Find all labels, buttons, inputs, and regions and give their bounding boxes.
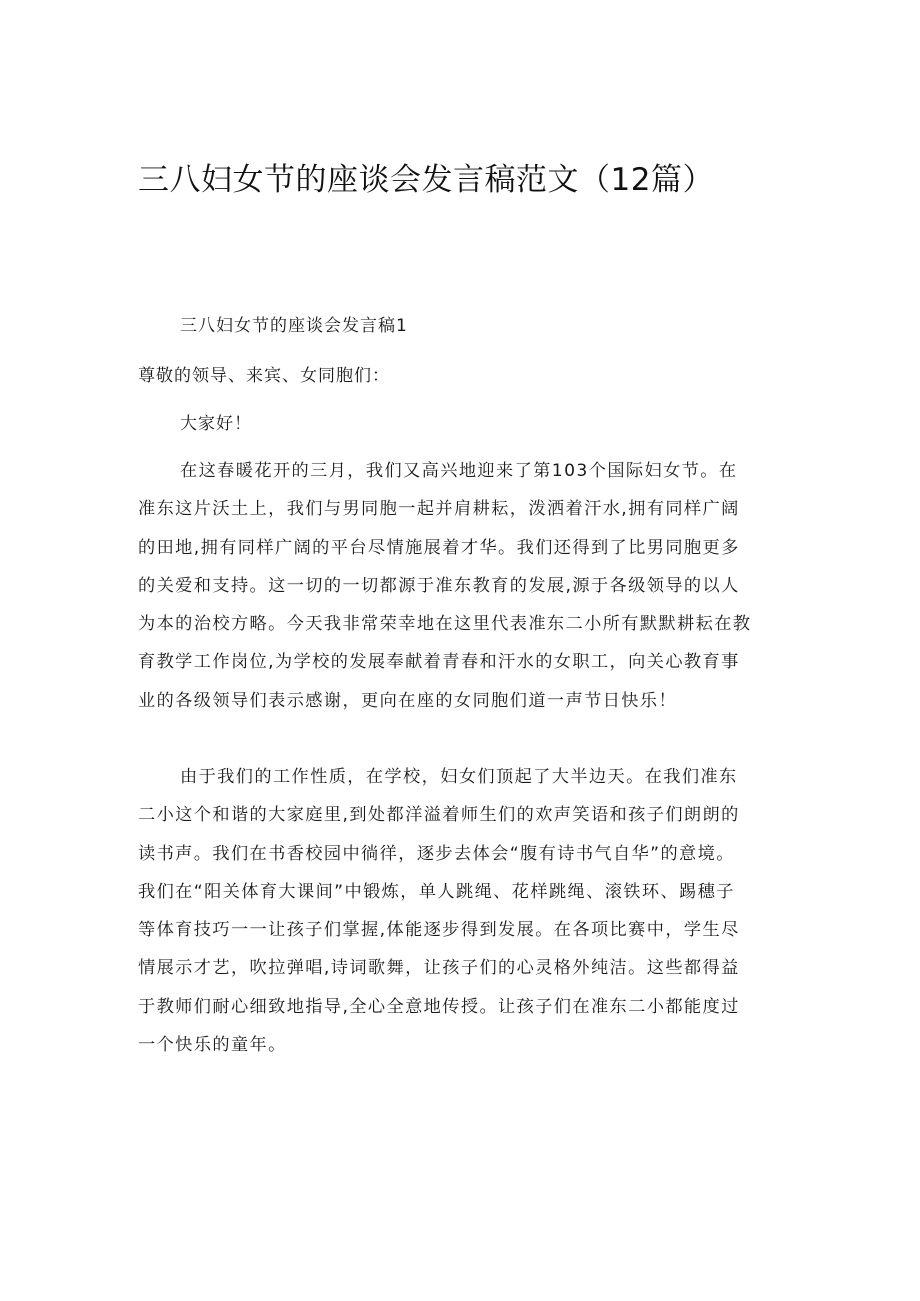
paragraph-line: 业的各级领导们表示感谢，更向在座的女同胞们道一声节日快乐！ — [138, 690, 678, 711]
body-paragraph — [138, 452, 808, 720]
paragraph-line: 二小这个和谐的大家庭里,到处都洋溢着师生们的欢声笑语和孩子们朗朗的 — [138, 805, 740, 826]
paragraph-line: 的田地,拥有同样广阔的平台尽情施展着才华。我们还得到了比男同胞更多 — [138, 537, 740, 558]
paragraph-line: 等体育技巧一一让孩子们掌握,体能逐步得到发展。在各项比赛中，学生尽 — [138, 920, 740, 941]
section-heading: 三八妇女节的座谈会发言稿1 — [180, 316, 408, 336]
salutation: 尊敬的领导、来宾、女同胞们： — [138, 366, 390, 386]
paragraph-line: 一个快乐的童年。 — [138, 1035, 287, 1056]
document-title: 三八妇女节的座谈会发言稿范文（12篇） — [138, 162, 714, 198]
paragraph-line: 在这春暖花开的三月，我们又高兴地迎来了第103个国际妇女节。在 — [180, 461, 738, 481]
greeting: 大家好！ — [180, 414, 252, 434]
paragraph-line: 由于我们的工作性质，在学校，妇女们顶起了大半边天。在我们准东 — [180, 767, 738, 787]
paragraph-line: 读书声。我们在书香校园中徜徉，逐步去体会“腹有诗书气自华”的意境。 — [138, 843, 735, 864]
paragraph-line: 于教师们耐心细致地指导,全心全意地传授。让孩子们在准东二小都能度过 — [138, 996, 740, 1017]
body-paragraph — [138, 758, 808, 1064]
paragraph-line: 为本的治校方略。今天我非常荣幸地在这里代表准东二小所有默默耕耘在教 — [138, 614, 752, 635]
paragraph-line: 准东这片沃土上，我们与男同胞一起并肩耕耘，泼洒着汗水,拥有同样广阔 — [138, 499, 740, 520]
paragraph-line: 育教学工作岗位,为学校的发展奉献着青春和汗水的女职工，向关心教育事 — [138, 652, 740, 673]
paragraph-line: 情展示才艺，吹拉弹唱,诗词歌舞，让孩子们的心灵格外纯洁。这些都得益 — [138, 958, 740, 979]
paragraph-line: 的关爱和支持。这一切的一切都源于准东教育的发展,源于各级领导的以人 — [138, 575, 740, 596]
paragraph-line: 我们在“阳关体育大课间”中锻炼，单人跳绳、花样跳绳、滚铁环、踢穗子 — [138, 881, 735, 902]
